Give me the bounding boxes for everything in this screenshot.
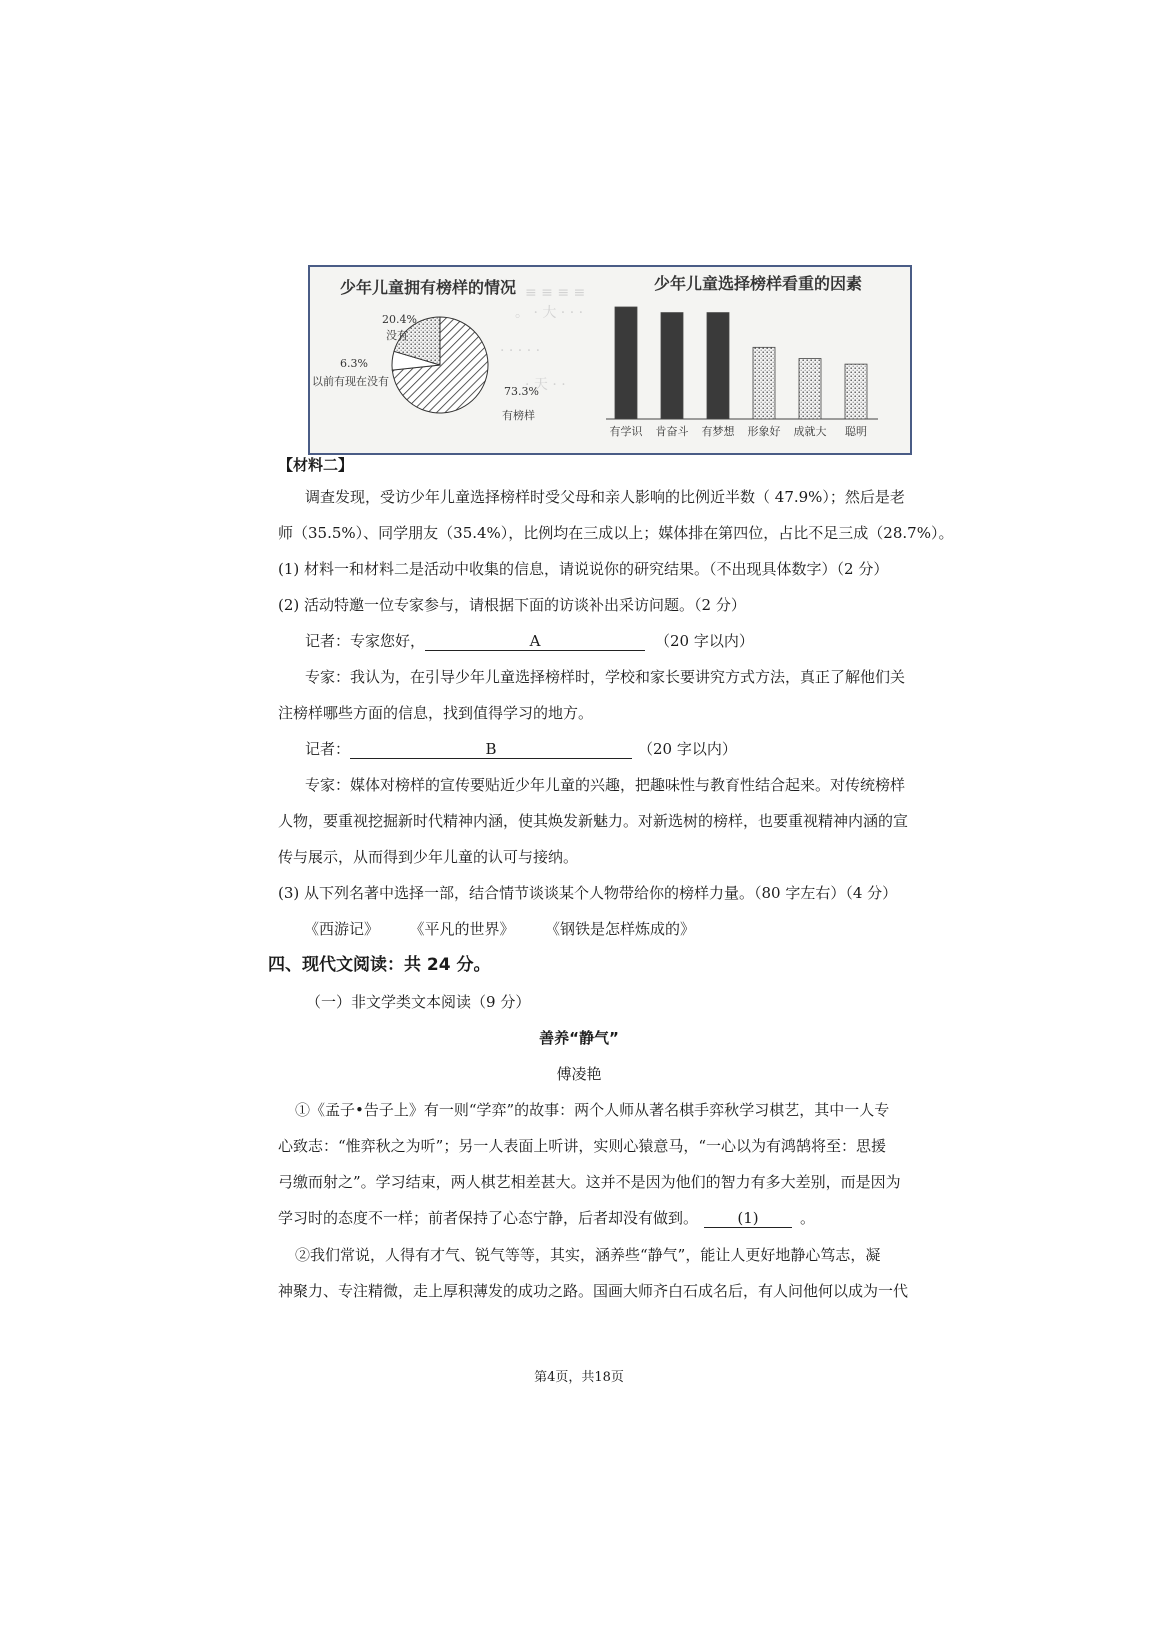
pie-label-have: 有榜样 [502, 409, 535, 422]
reporter-1-prefix: 记者：专家您好， [305, 632, 426, 650]
article-title: 善养“静气” [539, 1029, 619, 1047]
answer-blank-a[interactable]: A [425, 632, 645, 651]
para-2-line-1: ②我们常说，人得有才气、锐气等等，其实，涵养些“静气”，能让人更好地静心笃志，凝 [295, 1246, 881, 1264]
svg-text:· · · · ·: · · · · · [500, 343, 541, 359]
question-3: (3) 从下列名著中选择一部，结合情节谈谈某个人物带给你的榜样力量。（80 字左右）（4 分） [278, 884, 898, 902]
pie-label-former: 以前有现在没有 [312, 375, 389, 388]
book-1: 《西游记》 [304, 920, 380, 938]
section-4-heading: 四、现代文阅读：共 24 分。 [268, 955, 491, 975]
bar-label-5: 聪明 [845, 425, 867, 438]
para-1-line-1: ①《孟子•告子上》有一则“学弈”的故事：两个人师从著名棋手弈秋学习棋艺，其中一人专 [295, 1101, 890, 1119]
bar-4 [799, 359, 821, 419]
book-list [304, 919, 924, 939]
para-1-line-3: 弓缴而射之”。学习结束，两人棋艺相差甚大。这并不是因为他们的智力有多大差别，而是因为 [278, 1173, 901, 1191]
expert-2-line-3: 传与展示，从而得到少年儿童的认可与接纳。 [278, 848, 579, 866]
bar-label-3: 形象好 [747, 425, 781, 438]
survey-figure-graphic [310, 267, 910, 453]
expert-2-line-2: 人物，要重视挖掘新时代精神内涵，使其焕发新魅力。对新选树的榜样，也要重视精神内涵的宣 [278, 812, 909, 830]
pie-pct-have: 73.3% [504, 385, 539, 398]
reporter-2-prefix: 记者： [305, 740, 351, 758]
section-4-subheading: （一）非文学类文本阅读（9 分） [306, 993, 531, 1011]
bar-2 [707, 313, 729, 419]
material2-heading: 【材料二】 [278, 456, 354, 474]
survey-figure [308, 265, 912, 455]
svg-text:。 · 大 · · ·: 。 · 大 · · · [515, 305, 584, 321]
limit-2: （20 字以内） [638, 740, 737, 758]
bar-1 [661, 313, 683, 419]
book-2: 《平凡的世界》 [417, 920, 515, 938]
expert-1-line-2: 注榜样哪些方面的信息，找到值得学习的地方。 [278, 704, 594, 722]
svg-text:· 天 · ·: · 天 · · [525, 377, 566, 393]
bar-label-2: 有梦想 [701, 425, 735, 438]
para-2-line-2: 神聚力、专注精微，走上厚积薄发的成功之路。国画大师齐白石成名后，有人问他何以成为一代 [278, 1282, 909, 1300]
bar-3 [753, 347, 775, 419]
para-1-line-4-end: 。 [800, 1209, 816, 1227]
material2-line-1: 调查发现，受访少年儿童选择榜样时受父母和亲人影响的比例近半数（ 47.9%）；然后是老 [305, 488, 905, 506]
bar-label-1: 肯奋斗 [655, 425, 689, 438]
page-footer: 第4页，共18页 [534, 1370, 624, 1385]
article-author: 傅凌艳 [556, 1065, 602, 1083]
para-1-line-2: 心致志：“惟弈秋之为听”；另一人表面上听讲，实则心猿意马，“一心以为有鸿鹄将至：思援 [278, 1137, 887, 1155]
pie-pct-none: 20.4% [382, 313, 417, 326]
expert-2-line-1: 专家：媒体对榜样的宣传要贴近少年儿童的兴趣，把趣味性与教育性结合起来。对传统榜样 [305, 776, 906, 794]
svg-text:≡ ≡ ≡ ≡: ≡ ≡ ≡ ≡ [525, 285, 586, 301]
bar-chart [610, 307, 868, 438]
book-3: 《钢铁是怎样炼成的》 [552, 920, 696, 938]
question-1: (1) 材料一和材料二是活动中收集的信息，请说说你的研究结果。（不出现具体数字）（2 分） [278, 560, 889, 578]
pie-title: 少年儿童拥有榜样的情况 [340, 278, 517, 297]
answer-blank-1[interactable]: (1) [704, 1209, 792, 1228]
interview-reporter-2 [305, 739, 925, 759]
expert-1-line-1: 专家：我认为，在引导少年儿童选择榜样时，学校和家长要讲究方式方法，真正了解他们关 [305, 668, 906, 686]
para-1-line-4-text: 学习时的态度不一样；前者保持了心态宁静，后者却没有做到。 [278, 1209, 699, 1227]
bar-5 [845, 364, 867, 419]
bar-chart-title: 少年儿童选择榜样看重的因素 [654, 274, 863, 293]
material2-line-2: 师（35.5%）、同学朋友（35.4%），比例均在三成以上；媒体排在第四位，占比不足三成（28.7%）。 [278, 524, 954, 542]
answer-blank-b[interactable]: B [350, 740, 632, 759]
pie-label-none: 没有 [386, 329, 408, 342]
para-1-line-4 [278, 1208, 898, 1228]
interview-reporter-1 [305, 631, 925, 651]
limit-1: （20 字以内） [655, 632, 754, 650]
bar-label-0: 有学识 [609, 425, 643, 438]
bar-label-4: 成就大 [793, 425, 827, 438]
pie-pct-former: 6.3% [340, 357, 368, 370]
question-2: (2) 活动特邀一位专家参与，请根据下面的访谈补出采访问题。（2 分） [278, 596, 746, 614]
bar-0 [615, 307, 637, 419]
